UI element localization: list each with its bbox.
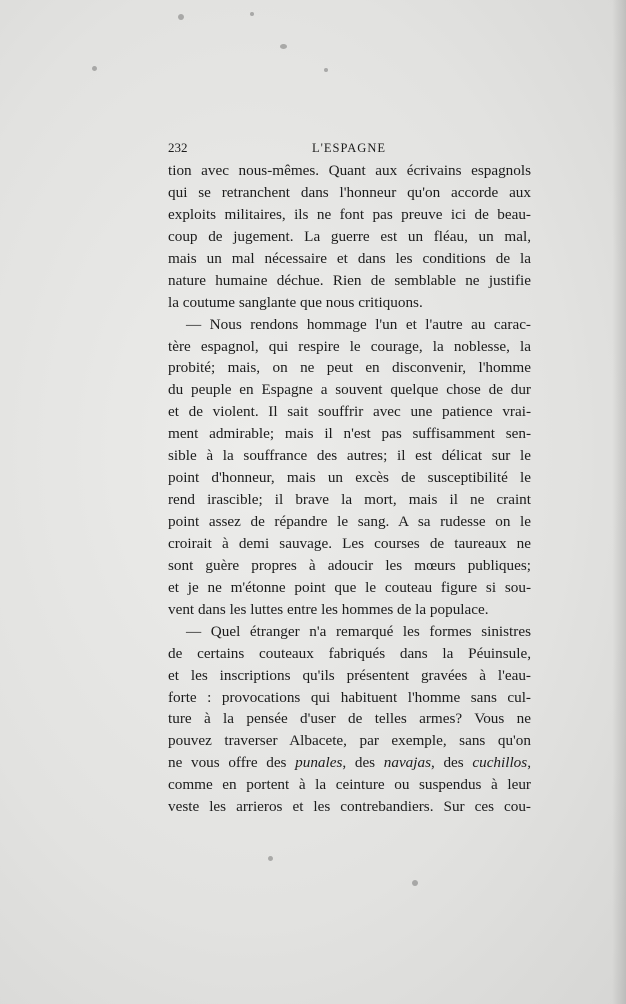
text-run: , <box>527 754 531 772</box>
page-edge-shadow <box>612 0 626 1004</box>
italic-word: cuchillos <box>472 754 528 772</box>
text-line: forte : provocations qui habituent l'homme sans cul- <box>168 688 531 706</box>
text-line: veste les arrieros et les contrebandiers. Sur ces cou- <box>168 798 531 816</box>
text-line: tère espagnol, qui respire le courage, la noblesse, la <box>168 337 531 355</box>
body-text <box>168 160 531 818</box>
text-line: et je ne m'étonne point que le couteau figure si sou- <box>168 578 531 596</box>
text-run: ne vous offre des <box>168 754 296 772</box>
italic-word: navajas <box>383 754 431 772</box>
page-number: 232 <box>168 140 188 155</box>
text-line: vent dans les luttes entre les hommes de la populace. <box>168 600 489 618</box>
text-line: nature humaine déchue. Rien de semblable ne justifie <box>168 271 531 289</box>
text-line: exploits militaires, ils ne font pas preuve ici de beau- <box>168 205 531 223</box>
text-line: ture à la pensée d'user de telles armes? Vous ne <box>168 710 531 728</box>
text-line: la coutume sanglante que nous critiquons. <box>168 293 423 311</box>
text-line: — Quel étranger n'a remarqué les formes sinistres <box>186 622 531 640</box>
text-run: , des <box>342 754 384 772</box>
text-line: et les inscriptions qu'ils présentent gravées à l'eau- <box>168 666 531 684</box>
text-line: tion avec nous-mêmes. Quant aux écrivains espagnols <box>168 162 531 179</box>
text-line: — Nous rendons hommage l'un et l'autre au carac- <box>186 315 531 333</box>
text-line: sible à la souffrance des autres; il est délicat sur le <box>168 447 531 465</box>
running-header <box>168 140 530 160</box>
running-title: L'ESPAGNE <box>312 141 386 155</box>
text-line: sont guère propres à adoucir les mœurs publiques; <box>168 556 531 574</box>
text-line: ment admirable; mais il n'est pas suffisamment sen- <box>168 425 531 443</box>
text-line: comme en portent à la ceinture ou suspendus à leur <box>168 776 531 794</box>
italic-word: punales <box>295 754 343 772</box>
text-line: qui se retranchent dans l'honneur qu'on accorde aux <box>168 183 531 201</box>
text-line: point d'honneur, mais un excès de susceptibilité le <box>168 469 531 487</box>
text-line: et de violent. Il sait souffrir avec une patience vrai- <box>168 403 531 421</box>
text-line: rend irascible; il brave la mort, mais il ne craint <box>168 491 531 509</box>
text-run: , des <box>431 754 473 772</box>
text-line: croirait à demi sauvage. Les courses de taureaux ne <box>168 534 531 552</box>
text-line: de certains couteaux fabriqués dans la Péuinsule, <box>168 644 531 662</box>
text-line <box>168 752 531 774</box>
text-line: point assez de répandre le sang. A sa rudesse on le <box>168 513 531 530</box>
text-line: mais un mal nécessaire et dans les conditions de la <box>168 249 531 267</box>
text-line: probité; mais, on ne peut en disconvenir, l'homme <box>168 359 531 377</box>
text-line: du peuple en Espagne a souvent quelque chose de dur <box>168 381 531 399</box>
text-line: coup de jugement. La guerre est un fléau, un mal, <box>168 227 531 245</box>
text-line: pouvez traverser Albacete, par exemple, sans qu'on <box>168 732 531 750</box>
